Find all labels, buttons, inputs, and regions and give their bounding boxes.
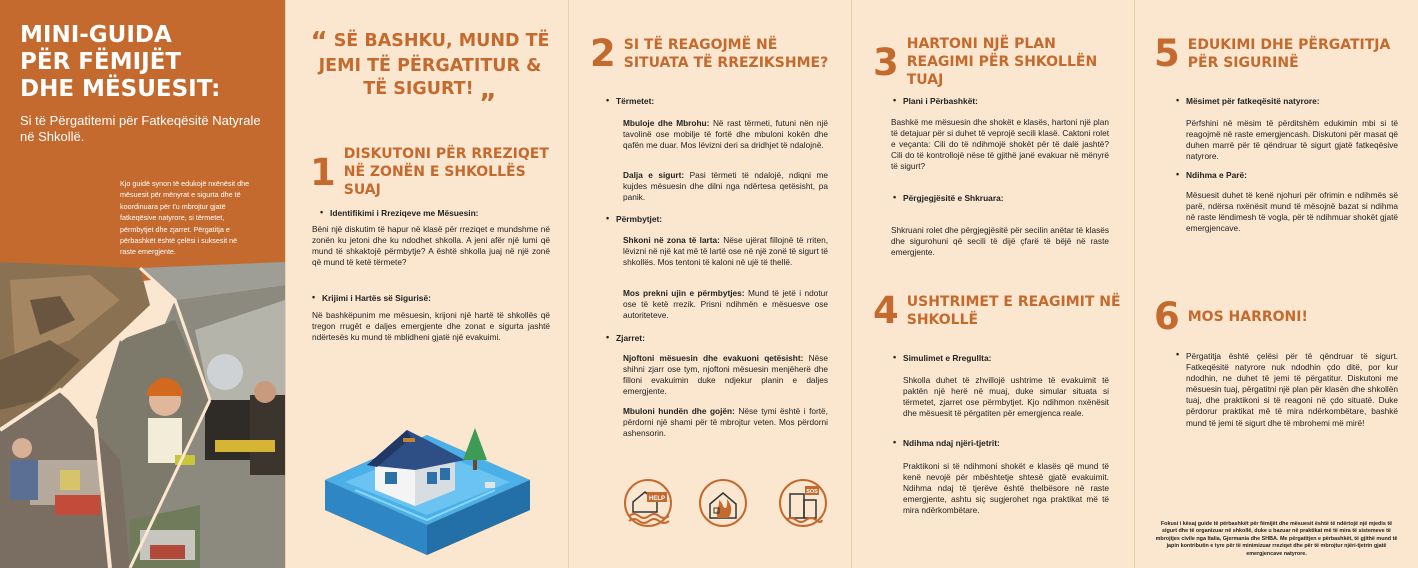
paragraph: Përgatitja është çelësi për të qëndruar të sigurt. Fatkeqësitë natyrore nuk ndodhin çdo ditë, por kur ndodhin, ne duhet të jemi të përgatitur. Diskutoni me mësuesin tuaj, përgatitni një plan për klasën dhe shkollën tuaj, dhe praktikoni si të reagoni në çdo situatë. Duke përdorur praktikat më të mira ndërkombëtare, bashkë mund të jemi të sigurt dhe të mbrohemi më mirë! [1186,351,1398,428]
paragraph: Bashkë me mësuesin dhe shokët e klasës, hartoni një plan të detajuar për si duhet të veprojë secili klasë. Caktoni rolet e veçanta: Cili do të ndihmojë shokët për të dalë jashtë? Cili do të kontrollojë nëse të gjithë janë evakuar në mënyrë të sigurt? [891,117,1109,172]
paragraph-body: Pasi tërmeti të ndalojë, ndiqni me kujdes mësuesin dhe dilni nga ndërtesa qetësisht, pa panik. [623,170,828,203]
paragraph: Praktikoni si të ndihmoni shokët e klasës që mund të kenë nevojë për mbështetje shtesë gjatë evakuimit. Ndihma ndaj të tjerëve është thelbësore në raste emergjente, ashtu siç sugjerohet nga praktikat më të mira ndërkombëtare. [903,461,1109,516]
section-number: 5 [1154,32,1180,75]
house-fire-icon [698,478,748,528]
bullet-heading: • Plani i Përbashkët: [903,96,978,106]
paragraph-body: Nëse ujërat fillojnë të rriten, lëvizni në një kat më të lartë ose në një zonë të sigurt të shkollës. Mos tentoni të kaloni në ujë të thellë. [623,235,828,268]
bullet-heading: • Përgjegjësitë e Shkruara: [903,193,1004,203]
footnote: Fokusi i kësaj guide të përbashkët për fëmijët dhe mësuesit është të ndërtojë një mjedis të sigurt dhe të organizuar në shkollë, duke u bazuar në praktikat më të mira të sistemeve të mbrojtjes civile nga Italia, Gjermania dhe SHBA. Me përgatitjen e përbashkët, të gjithë mund të japin kontributin e tyre për të minimizuar rreziqet dhe për të mbrojtur njëri-tjetrin gjatë emergjencave natyrore. [1155,521,1398,557]
bullet-heading: • Simulimet e Rregullta: [903,353,991,363]
flooded-house-illustration [315,410,540,560]
paragraph: Përfshini në mësim të përditshëm edukimin mbi si të reagojmë në raste emergjencash. Diskutoni për masat që duhen marrë për të qëndruar të sigurt gjatë fatkeqësive natyrore. [1186,118,1398,162]
paragraph-lead: Mbuloje dhe Mbrohu: [623,118,710,128]
section-1-heading [310,145,555,199]
section-2-panel [568,0,851,568]
paragraph [623,406,828,439]
slogan-quote [305,27,555,105]
section-number: 3 [873,40,899,84]
paragraph [623,288,828,321]
paragraph-lead: Mbuloni hundën dhe gojën: [623,406,735,416]
slogan-text: SË BASHKU, MUND TË JEMI TË PËRGATITUR & TË SIGURT! [318,31,550,99]
section-number: 2 [590,32,616,75]
paragraph-body: Nëse shihni zjarr ose tym, njoftoni mësuesin menjëherë dhe filloni evakuimin duke ndjekur planin e daljes emergjente. [623,353,829,397]
cover-subtitle: Si të Përgatitemi për Fatkeqësitë Natyrale në Shkollë. [20,113,261,144]
close-quote-mark: „ [479,75,497,105]
paragraph: Në bashkëpunim me mësuesin, krijoni një hartë të shkollës që tregon rrugët e daljes emergjente dhe zonat e sigurta jashtë ndërtesës ku mund të mblidheni gjatë një evakuimi. [312,310,550,343]
building-sos-icon [778,478,828,528]
bullet-heading: • Përmbytjet: [616,214,662,224]
section-title: DISKUTONI PËR RREZIQET NË ZONËN E SHKOLLËS SUAJ [343,146,549,198]
section-title: HARTONI NJË PLAN REAGIMI PËR SHKOLLËN TUAJ [906,36,1098,88]
help-sign-text: HELP [648,496,666,502]
section-number: 4 [873,289,899,332]
paragraph [623,170,828,203]
section-4-heading [873,289,1123,332]
paragraph [623,353,828,397]
paragraph-body: Në rast tërmeti, futuni nën një tavolinë ose mobilje të fortë dhe mbuloni kokën dhe qafën me duar. Mos lëvizni deri sa dridhjet të ndalojnë. [623,118,828,151]
section-title: EDUKIMI DHE PËRGATITJA PËR SIGURINË [1187,36,1391,71]
section-title: USHTRIMET E REAGIMIT NË SHKOLLË [906,293,1121,328]
cover-panel [0,0,285,568]
section-title: SI TË REAGOJMË NË SITUATA TË RREZIKSHME? [623,36,829,71]
sos-sign-text: SOS [806,489,818,495]
section-number: 1 [310,150,336,194]
bullet-heading: • Ndihma ndaj njëri-tjetrit: [903,438,1000,448]
bullet-heading: • Identifikimi i Rreziqeve me Mësuesin: [330,208,478,218]
open-quote-mark: “ [310,27,328,57]
paragraph-lead: Mos prekni ujin e përmbytjes: [623,288,745,298]
paragraph: Mësuesit duhet të kenë njohuri për ofrimin e ndihmës së parë, ndërsa nxënësit mund të mësojnë bazat si ndihma në raste lëndimesh të vogla, për të ndihmuar shokët gjatë emergjencave. [1186,190,1398,234]
section-title: MOS HARRONI! [1187,308,1308,325]
bullet-heading: • Krijimi i Hartës së Sigurisë: [322,293,431,303]
section-5-6-panel [1134,0,1418,568]
cover-title-line-1: MINI-GUIDA [20,22,172,48]
bullet-heading: • Mësimet për fatkeqësitë natyrore: [1186,96,1320,106]
flood-help-icon [623,478,673,528]
paragraph: Bëni një diskutim të hapur në klasë për rreziqet e mundshme në zonën ku jetoni dhe ku ndodhet shkolla. A jeni afër një lumi që mund të shkaktojë përmbytje? A është shkolla juaj në një zonë që mund të ketë tërmete? [312,224,550,268]
section-3-4-panel [851,0,1134,568]
paragraph: Shkolla duhet të zhvillojë ushtrime të evakuimit të paktën një herë në muaj, duke simular situata si tërmetet, zjarret ose përmbytjet. Kjo ndihmon nxënësit dhe mësuesit të përgatiten për emergjenca reale. [903,375,1109,419]
paragraph-body: Nëse tymi është i fortë, përdorni një shami për të mbrojtur veten. Mos përdorni ashensorin. [623,406,828,439]
paragraph [623,118,828,151]
section-3-heading [873,35,1123,89]
paragraph-lead: Shkoni në zona të larta: [623,235,720,245]
section-6-heading [1154,295,1404,338]
bullet-heading: • Tërmetet: [616,96,654,106]
bullet-heading: • Zjarret: [616,333,645,343]
cover-intro-text: Kjo guidë synon të edukojë nxënësit dhe mësuesit për mënyrat e sigurta dhe të koordinuara për t'u mbrojtur gjatë fatkeqësive natyrore, si tërmetet, përmbytjet dhe zjarret. Përgatitja e përbashkët është çelësi i suksesit në raste emergjente. [120,179,250,257]
section-5-heading [1154,32,1404,75]
paragraph-lead: Dalja e sigurt: [623,170,685,180]
cover-title [20,22,270,103]
section-2-heading [590,32,835,75]
bullet-heading: • Ndihma e Parë: [1186,170,1247,180]
paragraph [623,235,828,268]
cover-title-line-3: DHE MËSUESIT: [20,76,221,102]
paragraph-lead: Njoftoni mësuesin dhe evakuoni qetësisht: [623,353,804,363]
quote-panel [285,0,568,568]
cover-title-line-2: PËR FËMIJËT [20,49,182,75]
paragraph: Shkruani rolet dhe përgjegjësitë për secilin anëtar të klasës dhe sigurohuni që secili të dijë çfarë të bëjë në raste emergjente. [891,225,1109,258]
paragraph-body: Mund të jetë i ndotur ose të ketë rrezik. Prisni ndihmën e mësuesve ose autoriteteve. [623,288,829,321]
section-number: 6 [1154,295,1180,338]
